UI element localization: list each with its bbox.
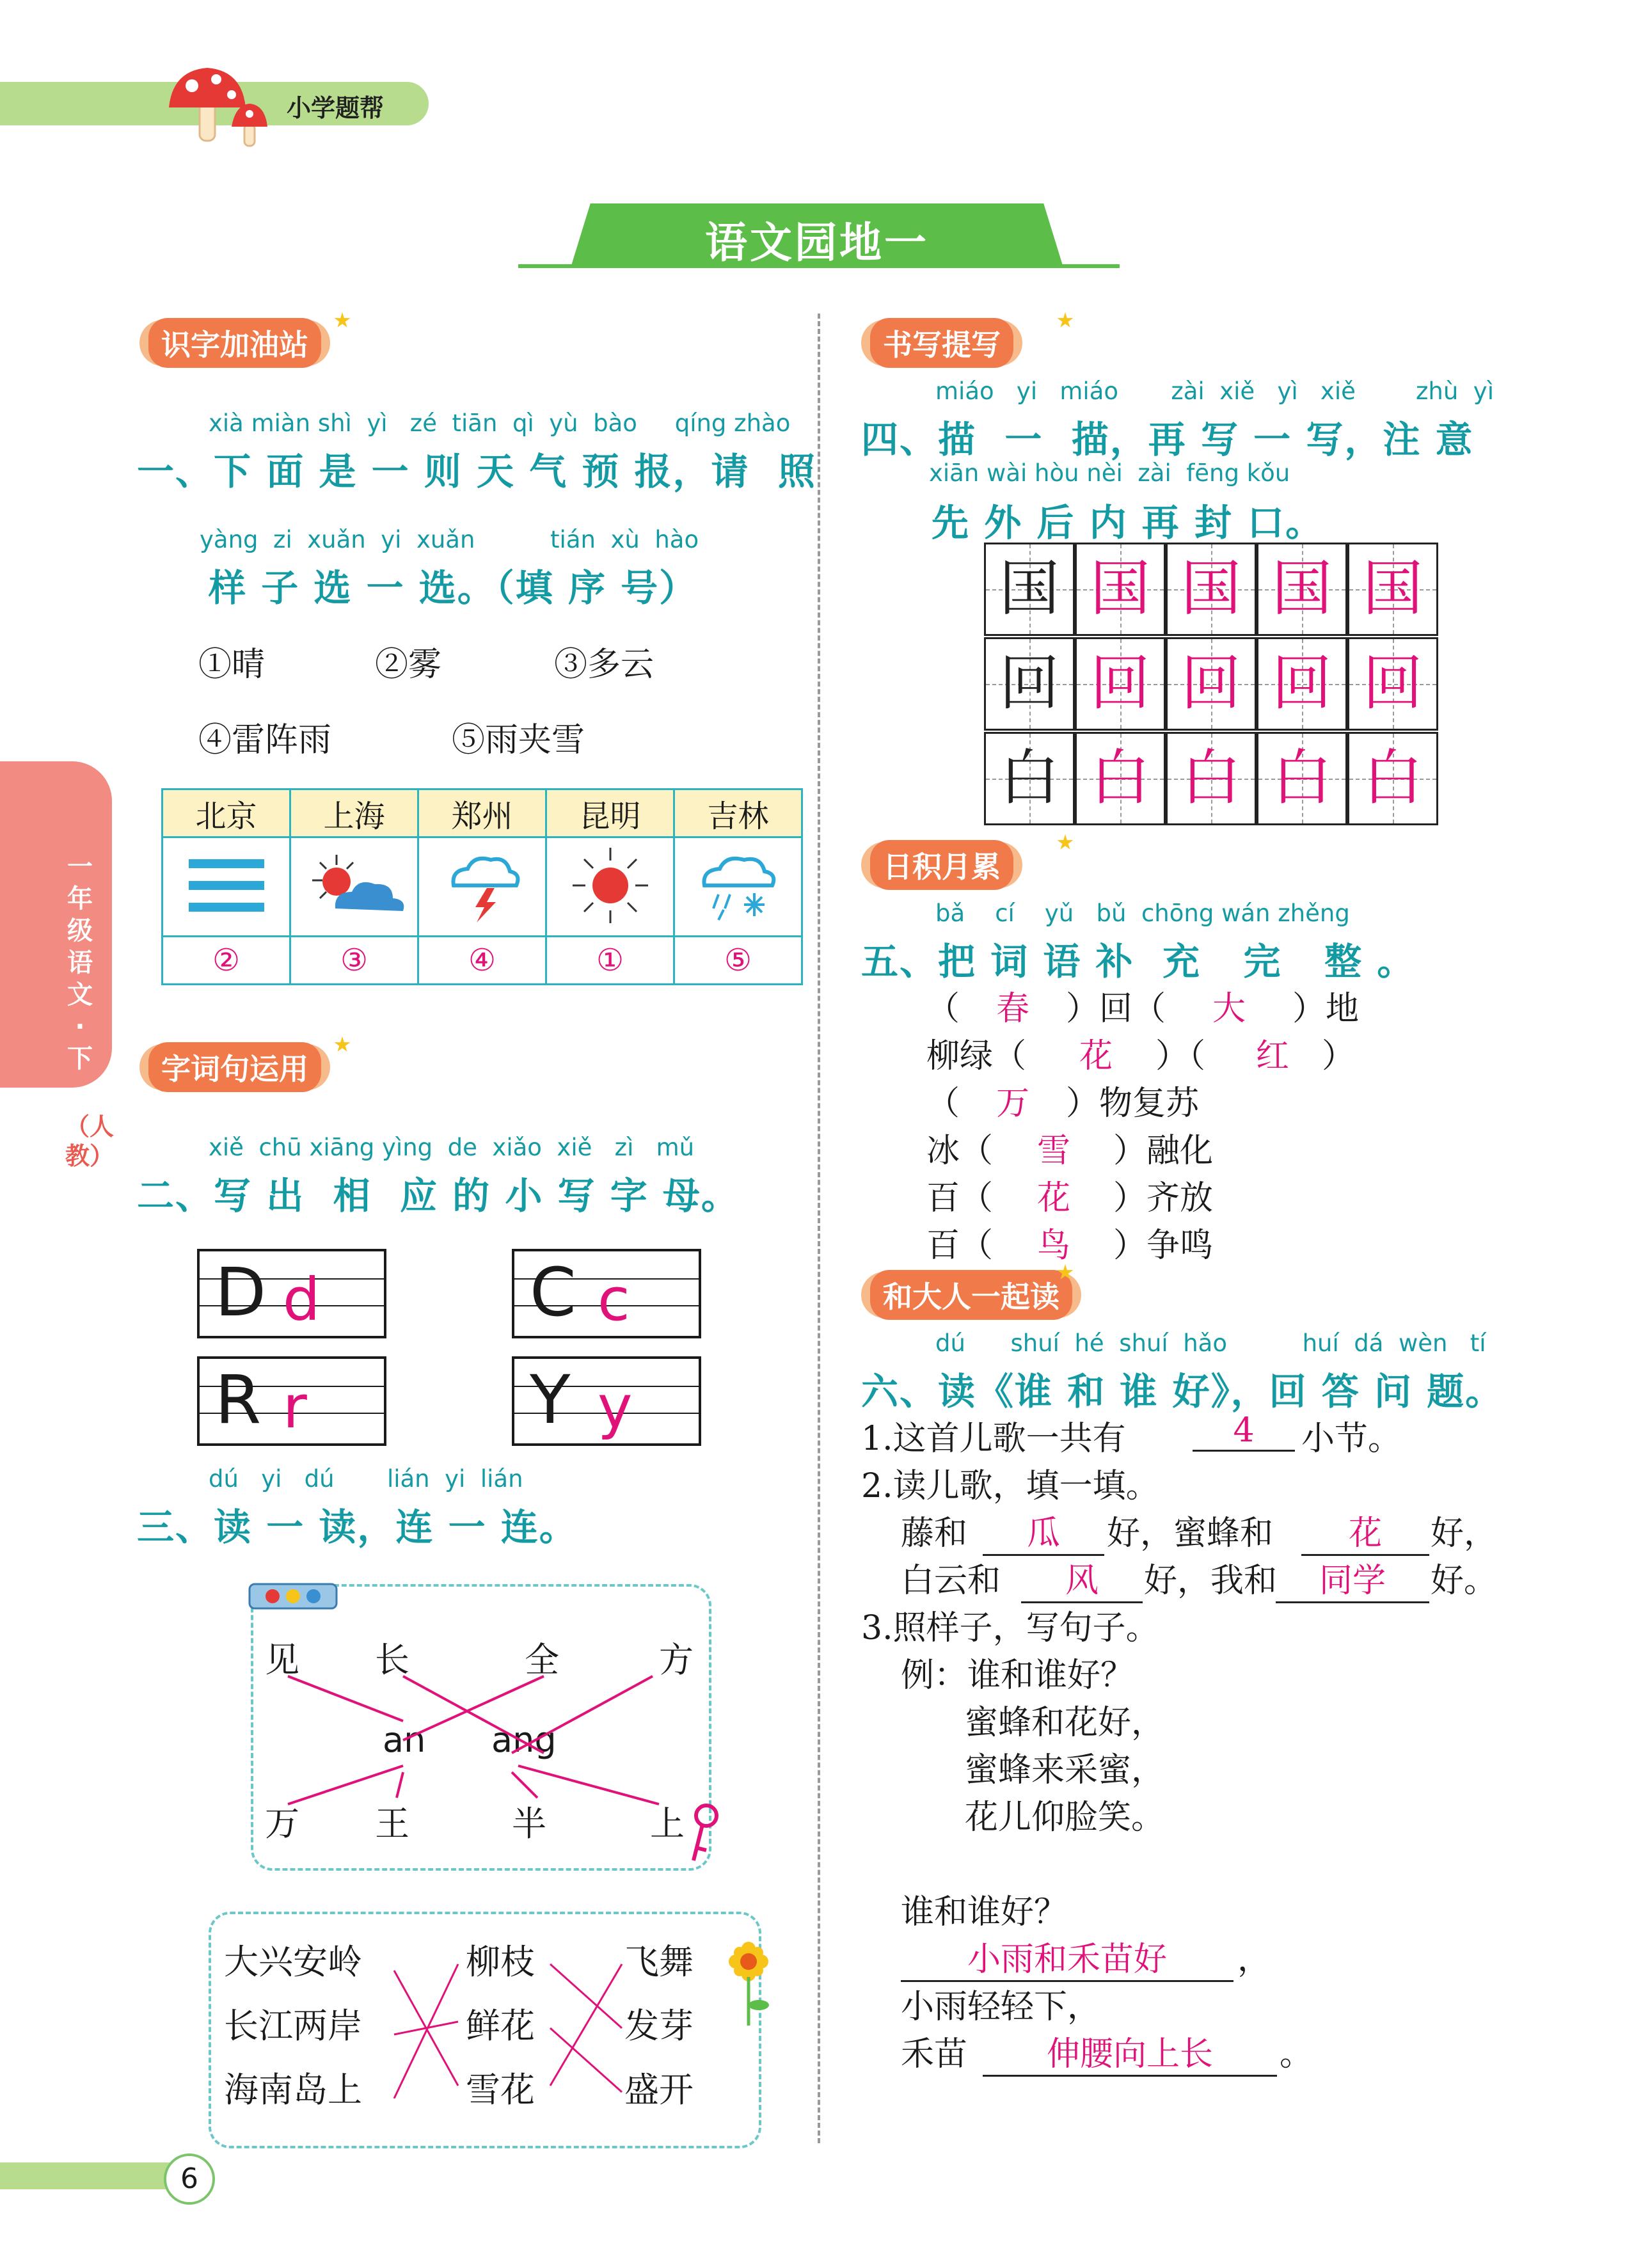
q6-text: 藤和 bbox=[901, 1514, 968, 1553]
match-char: 见 bbox=[265, 1640, 299, 1680]
sunflower-icon bbox=[723, 1939, 774, 2028]
q6-text: 3.照样子，写句子。 bbox=[861, 1609, 1159, 1647]
match-lines-rhymes bbox=[243, 1638, 717, 1855]
fill-answer: 红 bbox=[1255, 1037, 1289, 1075]
phrase-right: 发芽 bbox=[624, 2006, 694, 2046]
q6-example: 蜜蜂和花好， bbox=[965, 1704, 1165, 1742]
q3-prompt: 三、读 一 读，连 一 连。 bbox=[137, 1505, 578, 1549]
fill-answer: 春 bbox=[995, 990, 1029, 1028]
section-tag-literacy: 识字加油站 bbox=[139, 320, 330, 366]
page-number: 6 bbox=[164, 2153, 215, 2205]
fill-text: ）融化 bbox=[1113, 1132, 1214, 1170]
city-cell: 吉林 bbox=[674, 789, 802, 837]
q6-text: 2.读儿歌，填一填。 bbox=[861, 1467, 1159, 1505]
q6-text: 。 bbox=[1280, 2035, 1313, 2074]
fill-answer: 花 bbox=[1079, 1037, 1113, 1075]
match-char: 万 bbox=[265, 1804, 299, 1844]
star-icon bbox=[1057, 312, 1074, 329]
fill-text: ）争鸣 bbox=[1113, 1226, 1214, 1265]
q6-text: 好， bbox=[1431, 1514, 1498, 1553]
answer-cell: ④ bbox=[418, 937, 546, 985]
q2-pinyin: xiě chū xiāng yìng de xiǎo xiě zì mǔ bbox=[209, 1134, 695, 1161]
q6-answer: 4 bbox=[1193, 1411, 1295, 1452]
q5-prompt: 五、把 词 语 补 充 完 整 。 bbox=[861, 940, 1416, 983]
phrase-mid: 柳枝 bbox=[466, 1942, 535, 1982]
q1-prompt-1: 一、下 面 是 一 则 天 气 预 报，请 照 bbox=[137, 450, 816, 493]
letter-box: Y y bbox=[512, 1356, 701, 1446]
q6-text: 好。 bbox=[1431, 1562, 1498, 1600]
q3-pinyin: dú yi dú lián yi lián bbox=[209, 1465, 523, 1493]
q6-write-line: 小雨轻轻下， bbox=[901, 1988, 1101, 2026]
fill-answer: 雪 bbox=[1036, 1132, 1070, 1170]
match-char: 王 bbox=[375, 1804, 409, 1844]
q4-prompt-2: 先 外 后 内 再 封 口。 bbox=[932, 501, 1324, 544]
column-divider bbox=[818, 313, 820, 2143]
match-lines-phrases bbox=[384, 1945, 640, 2098]
q1-prompt-2: 样 子 选 一 选。（填 序 号） bbox=[209, 566, 698, 610]
answer-cell: ① bbox=[546, 937, 674, 985]
fill-text: （ bbox=[926, 990, 960, 1028]
q6-answer: 伸腰向上长 bbox=[983, 2027, 1277, 2077]
fill-text: 冰（ bbox=[926, 1132, 994, 1170]
city-cell: 郑州 bbox=[418, 789, 546, 837]
q6-answer: 风 bbox=[1021, 1553, 1143, 1603]
character-grid: 国 国 国 国 国 回 回 回 回 回 白 白 白 白 白 bbox=[984, 543, 1438, 824]
q5-pinyin: bǎ cí yǔ bǔ chōng wán zhěng bbox=[935, 900, 1350, 927]
match-char: 半 bbox=[512, 1804, 546, 1844]
weather-option: ①晴 bbox=[198, 646, 266, 684]
fill-text: 百（ bbox=[926, 1226, 994, 1265]
answer-cell: ② bbox=[163, 937, 290, 985]
fog-icon bbox=[178, 850, 274, 921]
grade-label: 一年级语文·下 bbox=[67, 852, 93, 1074]
fill-text: 百（ bbox=[926, 1179, 994, 1217]
sleet-icon bbox=[690, 847, 786, 924]
q6-prompt: 六、读《谁 和 谁 好》，回 答 问 题。 bbox=[861, 1370, 1504, 1413]
star-icon bbox=[334, 312, 351, 329]
sun-icon bbox=[562, 844, 658, 927]
traffic-light-icon bbox=[246, 1575, 342, 1614]
fill-text: （ bbox=[926, 1084, 960, 1123]
fill-text: ）回（ bbox=[1066, 990, 1166, 1028]
mushroom-icon bbox=[160, 58, 282, 147]
q6-answer: 花 bbox=[1301, 1506, 1429, 1556]
letter-box: R r bbox=[197, 1356, 386, 1446]
q6-write-line: 谁和谁好？ bbox=[901, 1893, 1068, 1931]
q6-text: 好，蜜蜂和 bbox=[1107, 1514, 1274, 1553]
answer-cell: ⑤ bbox=[674, 937, 802, 985]
star-icon bbox=[334, 1036, 351, 1053]
thunder-icon bbox=[434, 847, 530, 924]
fill-answer: 鸟 bbox=[1036, 1226, 1070, 1265]
fill-text: ）（ bbox=[1155, 1037, 1206, 1075]
phrase-left: 长江两岸 bbox=[224, 2006, 362, 2046]
q6-answer: 小雨和禾苗好 bbox=[901, 1932, 1233, 1982]
match-char: 方 bbox=[659, 1640, 694, 1680]
match-char: 上 bbox=[650, 1804, 685, 1844]
match-rhyme: ang bbox=[491, 1720, 557, 1760]
weather-option: ②雾 bbox=[375, 646, 442, 684]
q6-example: 例：谁和谁好？ bbox=[901, 1656, 1134, 1695]
city-cell: 北京 bbox=[163, 789, 290, 837]
phrase-mid: 鲜花 bbox=[466, 2006, 535, 2046]
match-char: 长 bbox=[375, 1640, 409, 1680]
city-cell: 上海 bbox=[290, 789, 418, 837]
sun-cloud-icon bbox=[297, 847, 412, 924]
q1-pinyin-2: yàng zi xuǎn yi xuǎn tián xù hào bbox=[200, 526, 699, 553]
q6-example: 花儿仰脸笑。 bbox=[965, 1798, 1165, 1837]
fill-text: ）物复苏 bbox=[1066, 1084, 1200, 1123]
phrase-mid: 雪花 bbox=[466, 2070, 535, 2110]
section-tag-read-together: 和大人一起读 bbox=[861, 1272, 1081, 1318]
section-tag-writing: 书写提写 bbox=[861, 320, 1022, 366]
fill-text: ）齐放 bbox=[1113, 1179, 1214, 1217]
letter-box: C c bbox=[512, 1249, 701, 1338]
brand-name: 小学题帮 bbox=[287, 94, 385, 122]
q6-text: ， bbox=[1237, 1940, 1271, 1979]
key-icon bbox=[681, 1802, 726, 1866]
answer-cell: ③ bbox=[290, 937, 418, 985]
phrase-left: 大兴安岭 bbox=[224, 1942, 362, 1982]
fill-text: ） bbox=[1322, 1037, 1356, 1075]
section-tag-usage: 字词句运用 bbox=[139, 1044, 330, 1090]
q6-text: 小节。 bbox=[1301, 1420, 1402, 1458]
phrase-right: 盛开 bbox=[624, 2070, 694, 2110]
q6-answer: 瓜 bbox=[983, 1506, 1104, 1556]
fill-answer: 花 bbox=[1036, 1179, 1070, 1217]
q6-text: 1.这首儿歌一共有 bbox=[861, 1420, 1126, 1458]
q6-text: 好，我和 bbox=[1144, 1562, 1278, 1600]
q4-prompt-1: 四、描 一 描，再 写 一 写，注 意 bbox=[861, 418, 1474, 461]
weather-option: ④雷阵雨 bbox=[198, 721, 332, 759]
weather-option: ⑤雨夹雪 bbox=[452, 721, 585, 759]
q2-prompt: 二、写 出 相 应 的 小 写 字 母。 bbox=[137, 1174, 740, 1217]
phrase-right: 飞舞 bbox=[624, 1942, 694, 1982]
edition-label: （人教） bbox=[65, 1113, 115, 1170]
match-char: 全 bbox=[525, 1640, 559, 1680]
city-cell: 昆明 bbox=[546, 789, 674, 837]
q6-example: 蜜蜂来采蜜， bbox=[965, 1751, 1165, 1789]
q6-text: 白云和 bbox=[901, 1562, 1001, 1600]
letter-box: D d bbox=[197, 1249, 386, 1338]
q4-pinyin-2: xiān wài hòu nèi zài fēng kǒu bbox=[929, 459, 1290, 487]
match-rhyme: an bbox=[383, 1720, 426, 1760]
q1-pinyin-1: xià miàn shì yì zé tiān qì yù bào qíng zhào bbox=[209, 409, 791, 437]
page-title: 语文园地一 bbox=[705, 218, 929, 267]
phrase-left: 海南岛上 bbox=[224, 2070, 362, 2110]
footer-band bbox=[0, 2162, 192, 2189]
q6-answer: 同学 bbox=[1276, 1553, 1429, 1603]
q6-text: 禾苗 bbox=[901, 2035, 968, 2074]
fill-text: 柳绿（ bbox=[926, 1037, 1027, 1075]
q6-pinyin: dú shuí hé shuí hǎo huí dá wèn tí bbox=[935, 1329, 1486, 1357]
fill-text: ）地 bbox=[1292, 990, 1360, 1028]
weather-option: ③多云 bbox=[554, 646, 654, 684]
fill-answer: 万 bbox=[995, 1084, 1029, 1123]
fill-answer: 大 bbox=[1212, 990, 1246, 1028]
q4-pinyin-1: miáo yi miáo zài xiě yì xiě zhù yì bbox=[935, 377, 1494, 405]
star-icon bbox=[1057, 834, 1074, 851]
weather-table bbox=[161, 788, 803, 985]
section-tag-accumulate: 日积月累 bbox=[861, 842, 1022, 888]
